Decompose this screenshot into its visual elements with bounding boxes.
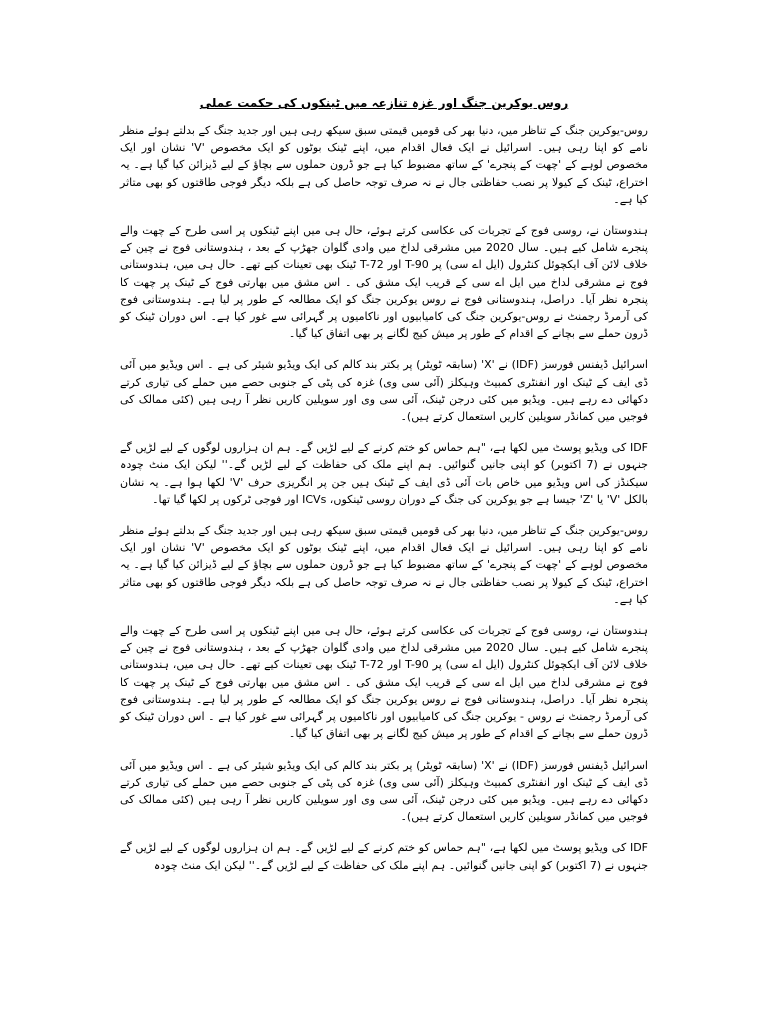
paragraph-5: روس-یوکرین جنگ کے تناظر میں، دنیا بھر کی قومیں قیمتی سبق سیکھ رہی ہیں اور جدید جنگ کے بدلتے ہوئے منظر نامے کو اپنا رہی ہیں۔ اسرائیل نے ایک فعال اقدام میں، اپنے ٹینک بوٹوں کو ایک مخصوص 'V' نشان اور ایک مخصوص لوہے کے 'چھت کے پنجرے' کے ساتھ مضبوط کیا ہے جو ڈرون حملوں سے بچاؤ کے لیے ڈیزائن کیا گیا ہے۔ یہ اختراع، ٹینک کے کیولا پر نصب حفاظتی جال نے نہ صرف توجہ حاصل کی ہے بلکہ دیگر فوجی طاقتوں کو بھی متاثر کیا ہے۔ (120, 524, 648, 606)
paragraph-2: ہندوستان نے، روسی فوج کے تجربات کی عکاسی کرتے ہوئے، حال ہی میں اپنے ٹینکوں پر اسی طرح کے چھت والے پنجرے شامل کیے ہیں۔ سال 2020 میں مشرقی لداخ میں وادی گلوان جھڑپ کے بعد ، ہندوستانی فوج نے چین کے خلاف لائن آف ایکچوئل کنٹرول (ایل اے سی) پر T-90 اور T-72 ٹینک بھی تعینات کیے تھے۔ حال ہی میں، ہندوستانی فوج نے مشرقی لداخ میں ایل اے سی کے قریب ایک مشق کی ۔ اس مشق میں بھارتی فوج کے ٹینک پر چھت کا پنجرہ نظر آیا۔ دراصل، ہندوستانی فوج نے روس یوکرین جنگ کو ایک مطالعہ کے طور پر لیا ہے۔ ہندوستانی فوج کی آرمرڈ رجمنٹ نے روس-یوکرین جنگ کی کامیابیوں اور ناکامیوں پر گہرائی سے غور کیا ہے۔ اس دوران ٹینک کو ڈرون حملے سے بچانے کے اقدام کے طور پر میش کیج لگانے پر بھی اتفاق کیا گیا۔ (120, 224, 648, 341)
paragraph-8: IDF کی ویڈیو پوسٹ میں لکھا ہے، "ہم حماس کو ختم کرنے کے لیے لڑیں گے۔ ہم ان ہزاروں لوگوں کے لیے لڑیں گے جنہوں نے (7 اکتوبر) کو اپنی جانیں گنوائیں۔ ہم اپنے ملک کی حفاظت کے لیے لڑیں گے۔'' لیکن ایک منٹ چودہ (120, 841, 648, 872)
document-title: روس یوکرین جنگ اور غزہ تنازعہ میں ٹینکوں کی حکمت عملی (199, 96, 569, 110)
paragraph-3: اسرائیل ڈیفنس فورسز (IDF) نے 'X' (سابقہ ٹویٹر) پر بکتر بند کالم کی ایک ویڈیو شیئر کی ہے ۔ اس ویڈیو میں آئی ڈی ایف کے ٹینک اور انفنٹری کمبیٹ وہیکلز (آئی سی وی) غزہ کی پٹی کے جنوبی حصے میں حملے کی تیاری کرتے دکھائی دے رہے ہیں۔ ویڈیو میں کئی درجن ٹینک، آئی سی وی اور سویلین کاریں نظر آ رہی ہیں (کئی ممالک کی فوجیں میں کمانڈر سویلین کاریں استعمال کرتے ہیں)۔ (120, 358, 648, 424)
paragraph-7: اسرائیل ڈیفنس فورسز (IDF) نے 'X' (سابقہ ٹویٹر) پر بکتر بند کالم کی ایک ویڈیو شیئر کی ہے ۔ اس ویڈیو میں آئی ڈی ایف کے ٹینک اور انفنٹری کمبیٹ وہیکلز (آئی سی وی) غزہ کی پٹی کے جنوبی حصے میں حملے کی تیاری کرتے دکھائی دے رہے ہیں۔ ویڈیو میں کئی درجن ٹینک، آئی سی وی اور سویلین کاریں نظر آ رہی ہیں (کئی ممالک کی فوجیں میں کمانڈر سویلین کاریں استعمال کرتے ہیں)۔ (120, 758, 648, 824)
paragraph-1: روس-یوکرین جنگ کے تناظر میں، دنیا بھر کی قومیں قیمتی سبق سیکھ رہی ہیں اور جدید جنگ کے بدلتے ہوئے منظر نامے کو اپنا رہی ہیں۔ اسرائیل نے ایک فعال اقدام میں، اپنے ٹینک بوٹوں کو ایک مخصوص 'V' نشان اور ایک مخصوص لوہے کے 'چھت کے پنجرے' کے ساتھ مضبوط کیا ہے جو ڈرون حملوں سے بچاؤ کے لیے ڈیزائن کیا گیا ہے۔ یہ اختراع، ٹینک کے کیولا پر نصب حفاظتی جال نے نہ صرف توجہ حاصل کی ہے بلکہ دیگر فوجی طاقتوں کو بھی متاثر کیا ہے۔ (120, 124, 648, 206)
paragraph-6: ہندوستان نے، روسی فوج کے تجربات کی عکاسی کرتے ہوئے، حال ہی میں اپنے ٹینکوں پر اسی طرح کے چھت والے پنجرے شامل کیے ہیں۔ سال 2020 میں مشرقی لداخ میں وادی گلوان جھڑپ کے بعد ، ہندوستانی فوج نے چین کے خلاف لائن آف ایکچوئل کنٹرول (ایل اے سی) پر T-90 اور T-72 ٹینک بھی تعینات کیے تھے۔ حال ہی میں، ہندوستانی فوج نے مشرقی لداخ میں ایل اے سی کے قریب ایک مشق کی ۔ اس مشق میں بھارتی فوج کے ٹینک پر چھت کا پنجرہ نظر آیا۔ دراصل، ہندوستانی فوج نے روس یوکرین جنگ کو ایک مطالعہ کے طور پر لیا ہے۔ ہندوستانی فوج کی آرمرڈ رجمنٹ نے روس - یوکرین جنگ کی کامیابیوں اور ناکامیوں پر گہرائی سے غور کیا ہے ۔ اس دوران ٹینک کو ڈرون حملے سے بچانے کے اقدام کے طور پر میش کیج لگانے پر بھی اتفاق کیا گیا۔ (120, 624, 648, 741)
paragraph-4: IDF کی ویڈیو پوسٹ میں لکھا ہے، "ہم حماس کو ختم کرنے کے لیے لڑیں گے۔ ہم ان ہزاروں لوگوں کے لیے لڑیں گے جنہوں نے (7 اکتوبر) کو اپنی جانیں گنوائیں۔ ہم اپنے ملک کی حفاظت کے لیے لڑیں گے۔'' لیکن ایک منٹ چودہ سیکنڈز کی اس ویڈیو میں خاص بات آئی ڈی ایف کے ٹینک ہیں جن پر انگریزی حرف 'V' لکھا ہوا ہے۔ یہ نشان بالکل 'V' یا 'Z' جیسا ہے جو یوکرین کی جنگ کے دوران روسی ٹینکوں، ICVs اور فوجی ٹرکوں پر لکھا گیا تھا۔ (120, 441, 648, 506)
